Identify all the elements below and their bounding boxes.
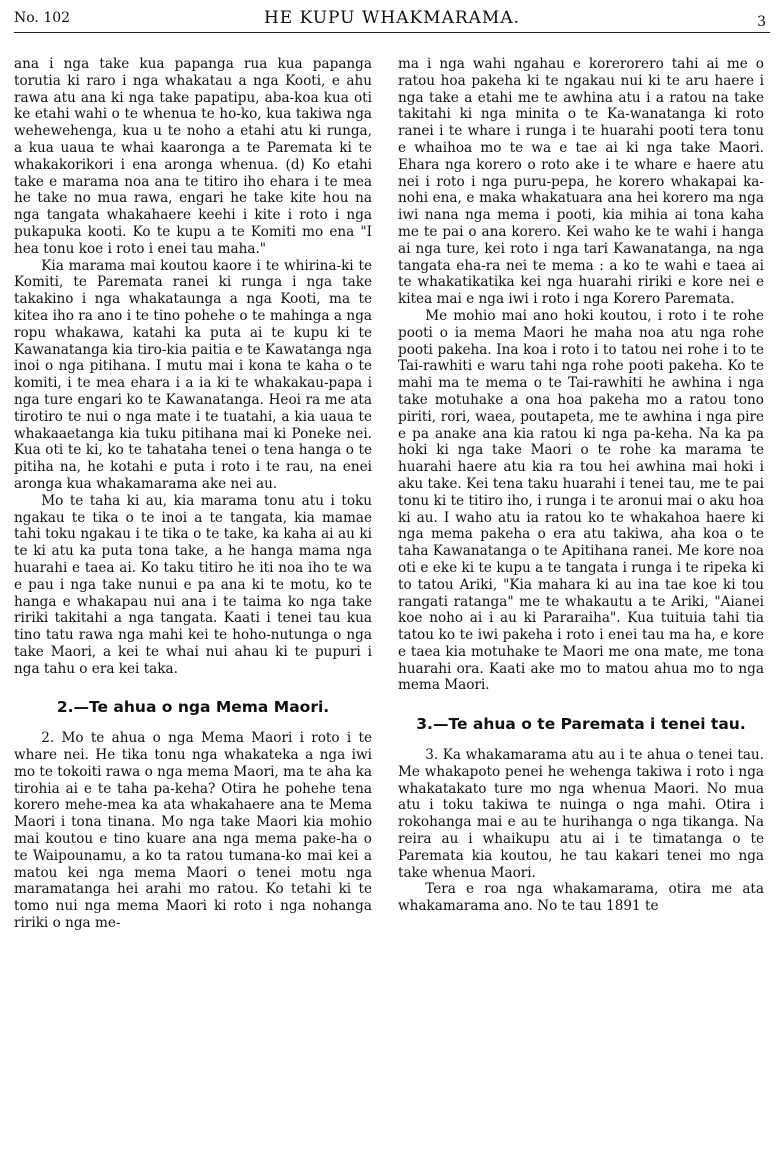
section-heading: 2.—Te ahua o nga Mema Maori. (56, 698, 330, 717)
paragraph: Me mohio mai ano hoki koutou, i roto i te rohe pooti o ia mema Maori he maha noa atu nga rohe pooti pakeha. Ina koa i roto i to tatou nei rohe i to te Tai-rawhiti e waru tahi nga rohe pooti pakeha. Ko te mahi ma te mema o te Tai-rawhiti he awhina i nga take motuhake a ona hoa pakeha mo a ratou tono piriti, rori, waea, poutapeta, me te awhina i nga pire e pa anake ana kia ratou ki nga pa-keha. Na ka pa hoki ki nga take Maori o te rohe ka marama te huarahi haere atu kia ra tou hei awhina mai hoki i aku take. Kei tena taku huarahi i tenei tau, me te pai tonu ki te titiro iho, i runga i te aronui mai o aku hoa ki au. I waho atu ia ratou ko te whakahoa haere ki nga mema pakeha o era atu takiwa, aha koa o te taha Kawanatanga o te Apitihana ranei. Me kore noa oti e eke ki te kupu a te tangata i runga i te ripeka ki to tatou Ariki, "Kia mahara ki au ina tae koe ki tou rangati ratanga" me te whakautu a te Ariki, "Aianei koe noho ai i au ki Pararaiha". Kua tuituia tahi tia tatou ko te iwi pakeha i roto i enei tau ma ha, e kore e taea kia motuhake te Maori me ona mate, me tona huarahi ora. Kaati ake mo to matou ahua mo to nga mema Maori. (398, 307, 764, 694)
page-header (14, 6, 770, 33)
paragraph: 2. Mo te ahua o nga Mema Maori i roto i te whare nei. He tika tonu nga whakateka a nga iwi mo te tokoiti rawa o nga mema Maori, ma te aha ka tirohia ai e te taha pa-keha? Otira he pohehe tena korero mehe-mea ka ata whakahaere ana te Mema Maori i tona tinana. Mo nga take Maori kia mohio mai koutou e tino kuare ana nga mema pake-ha o te Waipounamu, a ko ta ratou tumana-ko mai kei a matou kei nga mema Maori o tenei motu nga maramatanga hei arahi mo ratou. Ko tetahi ki te tomo nui nga mema Maori ki roto i nga nohanga ririki o nga me- (14, 730, 372, 932)
right-column (398, 56, 764, 1162)
paragraph: Tera e roa nga whakamarama, otira me ata whakamarama ano. No te tau 1891 te (398, 881, 764, 915)
paragraph: Mo te taha ki au, kia marama tonu atu i toku ngakau te tika o te inoi a te tangata, kia mamae tahi toku ngakau i te tika o te take, ka kaha ai au ki te ki atu ka puta tona take, a he hanga mama nga huarahi e taea ai. Ko taku titiro he iti noa iho te wa e pau i nga take nunui e pa ana ki te motu, ko te hanga e whakapau nui ana i te taima ko nga take ririki takitahi a nga tangata. Kaati i tenei tau kua tino tatu rawa nga mahi kei te hoho-nutunga o nga take Maori, a kei te whai nui ahau ki te pupuri i nga tahu o era kei taka. (14, 492, 372, 677)
paragraph: 3. Ka whakamarama atu au i te ahua o tenei tau. Me whakapoto penei he wehenga takiwa i roto i nga whakatakato ture mo nga whenua Maori. No mua atu i toku takiwa te nuinga o nga mahi. Otira i rokohanga mai e au te hurihanga o nga tikanga. Na reira au i whaikupu atu ai i te timatanga o te Paremata kia koutou, he tau kakari tenei mo nga take whenua Maori. (398, 747, 764, 881)
paragraph: ana i nga take kua papanga rua kua papanga torutia ki raro i nga whakatau a nga Kooti, e ahu rawa atu ana ki nga take papatipu, aba-koa kua oti ke etahi wahi o te whenua te ho-ko, kua takiwa nga wehewehenga, kua u te noho a etahi atu ki runga, a kua uaua te whai kaaronga a te Paremata ki te whakakorikori i ena aronga whenua. (d) Ko etahi take e marama noa ana te titiro iho ehara i te mea he take no mua rawa, engari he take kite hou na nga tangata whakahaere keehi i kite i roto i nga pukapuka kooti. Ko te kupu a te Komiti mo ena "I hea tonu koe i roto i enei tau maha." (14, 56, 372, 257)
page-title: HE KUPU WHAKMARAMA. (263, 8, 521, 28)
paragraph: ma i nga wahi ngahau e korerorero tahi ai me o ratou hoa pakeha ki te ngakau nui ki te aru haere i nga take a etahi me te awhina atu i a ratou na take takitahi ki nga minita o te Ka-wanatanga ki roto ranei i te whare i runga i te huarahi pooti tera tonu e whaihoa mo te wa e tae ai ki nga take Maori. Ehara nga korero o roto ake i te whare e haere atu nei i roto i nga puru-pepa, he korero whakapai ka-nohi ena, e maka whakatuara ana hei korero ma nga iwi nana nga mema i pooti, kia mihia ai tona kaha me te pai o ana korero. Kei waho ke te wahi i hanga ai nga ture, kei roto i nga tari Kawanatanga, na nga tangata eha-ra nei te mema : a ko te wahi e taea ai te whakatikatika kei nga huarahi ririki e kore nei e kitea mai e nga iwi i roto i nga Korero Paremata. (398, 56, 764, 308)
side-mark: 3 (757, 14, 766, 30)
left-column (14, 56, 372, 1162)
section-heading: 3.—Te ahua o te Paremata i tenei tau. (416, 715, 746, 734)
page-number: No. 102 (14, 10, 71, 26)
paragraph: Kia marama mai koutou kaore i te whirina-ki te Komiti, te Paremata ranei ki runga i nga take takakino i nga whakataunga a nga Kooti, ma te kitea iho ra ano i te tino pohehe o te mahinga a nga ropu whakawa, katahi ka puta ai te kupu ki te Kawanatanga kia tiro-kia paitia e te Kawatanga nga inoi o nga pitihana. I mutu mai i kona te kaha o te komiti, i te mea ehara i a ia ki te whakakau-papa i nga ture engari ko te Kawanatanga. Heoi ra me ata tirotiro te nui o nga mate i te tuatahi, a kia uaua te whakaaetanga kia tuku pitihana mai ki Poneke nei. Kua oti te ki, ko te tahataha tenei o tena hanga o te pitiha na, he kotahi e puta i roto i te rau, na enei aronga kua whakamarama ake nei au. (14, 257, 372, 492)
